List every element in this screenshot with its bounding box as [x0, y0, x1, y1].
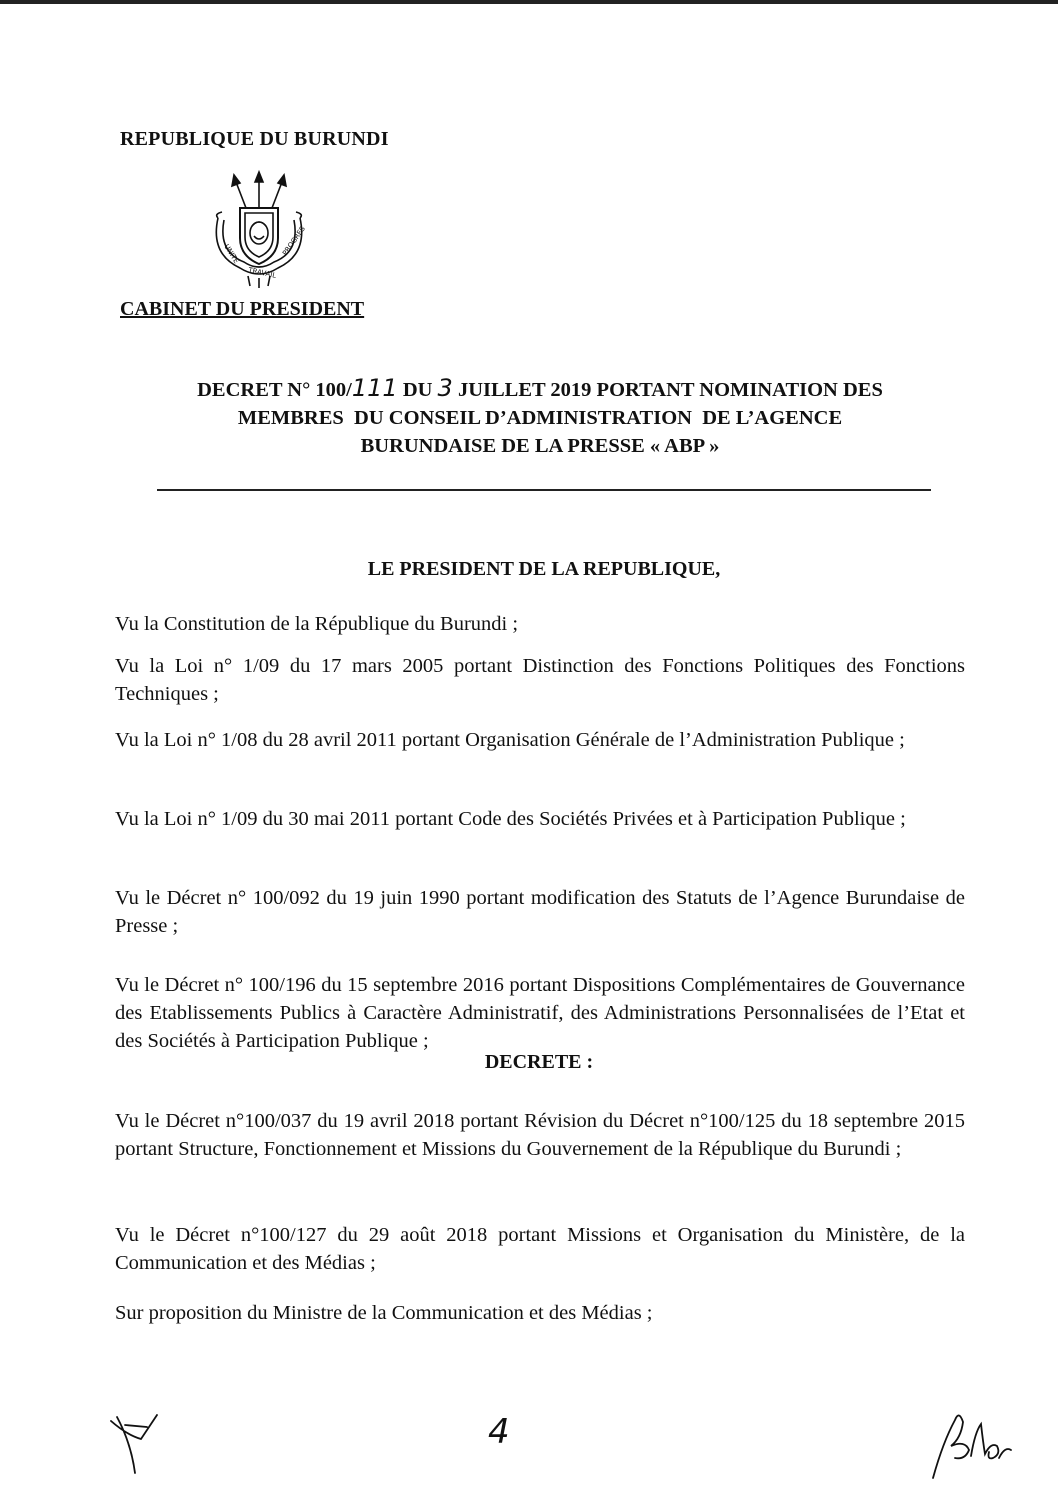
consideration-1: Vu la Constitution de la République du Burundi ; — [115, 613, 519, 635]
svg-text:UNITE: UNITE — [222, 242, 241, 265]
consideration-6: Vu le Décret n° 100/196 du 15 septembre 2016 portant Dispositions Complémentaires de Gouvernance des Etablissements Publics à Caractère Administratif, des Administrations Personnalisées de l’Etat et des Sociétés à Participation Publique ; — [115, 974, 965, 1052]
svg-text:TRAVAIL: TRAVAIL — [247, 266, 277, 280]
decree-day-handwritten: 3 — [437, 374, 453, 402]
decree-number-handwritten: 111 — [351, 374, 398, 402]
decree-title-line-3: BURUNDAISE DE LA PRESSE « ABP » — [360, 435, 720, 457]
decree-title-line-1 — [100, 374, 980, 404]
cabinet-heading: CABINET DU PRESIDENT — [120, 298, 365, 320]
decree-number-prefix: DECRET N° 100/ — [197, 379, 352, 401]
decree-title-line-2: MEMBRES DU CONSEIL D’ADMINISTRATION DE L’AGENCE — [237, 407, 843, 429]
decree-title — [100, 374, 980, 460]
consideration-9: Sur proposition du Ministre de la Communication et des Médias ; — [115, 1302, 653, 1324]
consideration-8: Vu le Décret n°100/127 du 29 août 2018 portant Missions et Organisation du Ministère, de la Communication et des Médias ; — [115, 1224, 965, 1274]
initials-mark-icon — [107, 1413, 167, 1475]
page-number-handwritten: 4 — [488, 1412, 510, 1452]
decree-title-rest: JUILLET 2019 PORTANT NOMINATION DES — [452, 379, 883, 401]
svg-text:PROGRES: PROGRES — [281, 224, 307, 258]
consideration-7: Vu le Décret n°100/037 du 19 avril 2018 portant Révision du Décret n°100/125 du 18 septembre 2015 portant Structure, Fonctionnement et Missions du Gouvernement de la République du Burundi ; — [115, 1110, 965, 1160]
consideration-5: Vu le Décret n° 100/092 du 19 juin 1990 portant modification des Statuts de l’Agence Burundaise de Presse ; — [115, 887, 965, 937]
republic-heading: REPUBLIQUE DU BURUNDI — [120, 128, 389, 150]
decree-date-prefix: DU — [397, 379, 438, 401]
title-separator — [157, 489, 931, 491]
consideration-3: Vu la Loi n° 1/08 du 28 avril 2011 portant Organisation Générale de l’Administration Publique ; — [115, 729, 905, 751]
coat-of-arms-icon — [200, 168, 318, 296]
top-border-line — [0, 0, 1058, 4]
consideration-2: Vu la Loi n° 1/09 du 17 mars 2005 portant Distinction des Fonctions Politiques des Fonctions Techniques ; — [115, 655, 965, 705]
president-heading: LE PRESIDENT DE LA REPUBLIQUE, — [367, 558, 721, 580]
signature-icon — [925, 1402, 1015, 1482]
decrete-heading: DECRETE : — [484, 1051, 594, 1073]
consideration-4: Vu la Loi n° 1/09 du 30 mai 2011 portant Code des Sociétés Privées et à Participation Publique ; — [115, 808, 906, 830]
